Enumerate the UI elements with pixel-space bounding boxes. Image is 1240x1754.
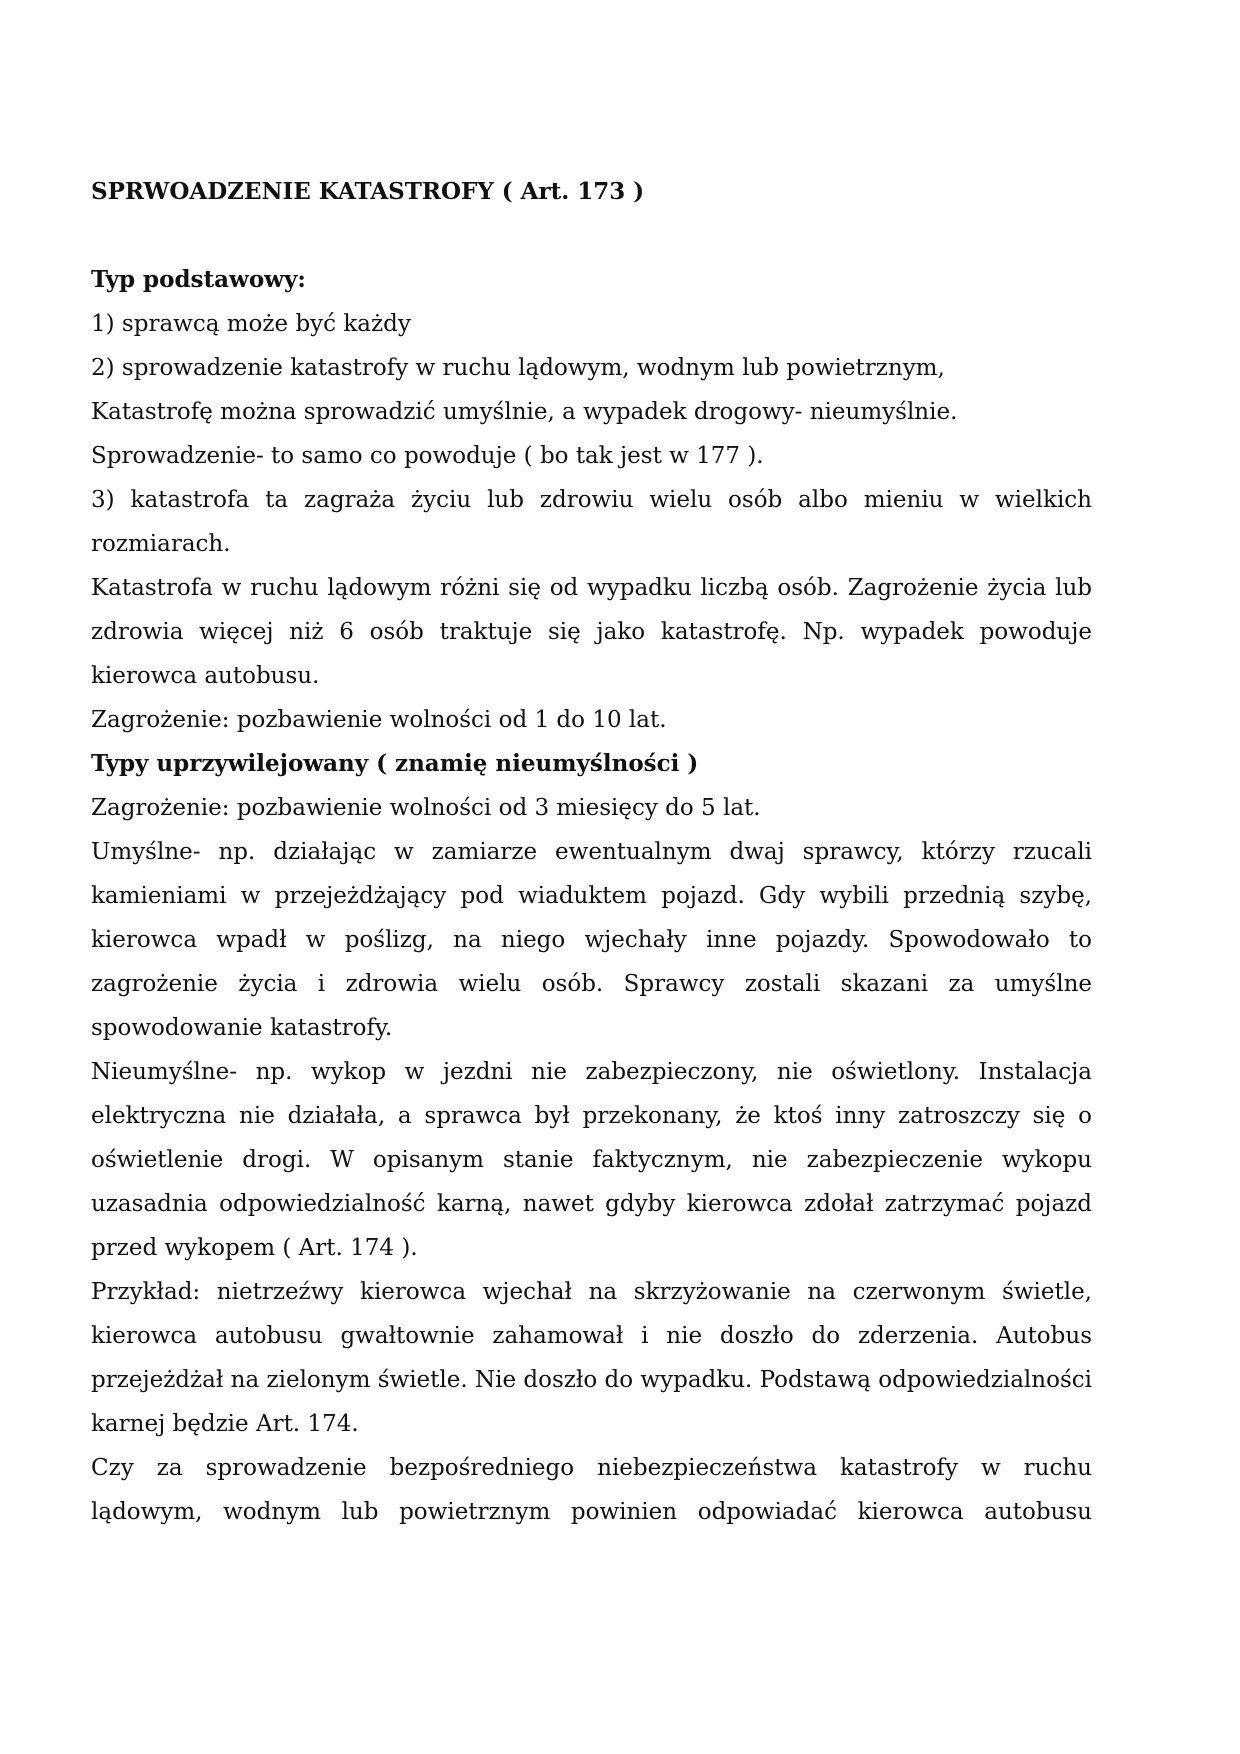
document-title: SPRWOADZENIE KATASTROFY ( Art. 173 ) xyxy=(91,178,645,205)
paragraph-12: Czy za sprowadzenie bezpośredniego niebezpieczeństwa katastrofy w ruchu lądowym, wodnym lub powietrznym powinien odpowiadać kierowca autobusu xyxy=(91,1455,1092,1525)
paragraph-3: Katastrofę można sprowadzić umyślnie, a wypadek drogowy- nieumyślnie. xyxy=(91,399,958,425)
paragraph-8: Zagrożenie: pozbawienie wolności od 3 miesięcy do 5 lat. xyxy=(91,795,761,821)
paragraph-6: Katastrofa w ruchu lądowym różni się od wypadku liczbą osób. Zagrożenie życia lub zdrowia więcej niż 6 osób traktuje się jako katastrofę. Np. wypadek powoduje kierowca autobusu. xyxy=(91,575,1092,689)
paragraph-11: Przykład: nietrzeźwy kierowca wjechał na skrzyżowanie na czerwonym świetle, kierowca autobusu gwałtownie zahamował i nie doszło do zderzenia. Autobus przejeżdżał na zielonym świetle. Nie doszło do wypadku. Podstawą odpowiedzialności karnej będzie Art. 174. xyxy=(91,1279,1092,1437)
paragraph-5: 3) katastrofa ta zagraża życiu lub zdrowiu wielu osób albo mieniu w wielkich rozmiarach. xyxy=(91,487,1092,557)
paragraph-10: Nieumyślne- np. wykop w jezdni nie zabezpieczony, nie oświetlony. Instalacja elektryczna nie działała, a sprawca był przekonany, że ktoś inny zatroszczy się o oświetlenie drogi. W opisanym stanie faktycznym, nie zabezpieczenie wykopu uzasadnia odpowiedzialność karną, nawet gdyby kierowca zdołał zatrzymać pojazd przed wykopem ( Art. 174 ). xyxy=(91,1059,1092,1261)
section-heading-privileged-type: Typy uprzywilejowany ( znamię nieumyślności ) xyxy=(91,750,699,777)
section-heading-basic-type: Typ podstawowy: xyxy=(91,266,306,293)
spacer xyxy=(91,214,1092,258)
paragraph-4: Sprowadzenie- to samo co powoduje ( bo tak jest w 177 ). xyxy=(91,443,764,469)
paragraph-2: 2) sprowadzenie katastrofy w ruchu lądowym, wodnym lub powietrznym, xyxy=(91,355,945,381)
paragraph-1: 1) sprawcą może być każdy xyxy=(91,311,411,337)
paragraph-7: Zagrożenie: pozbawienie wolności od 1 do 10 lat. xyxy=(91,707,667,733)
paragraph-9: Umyślne- np. działając w zamiarze ewentualnym dwaj sprawcy, którzy rzucali kamieniami w przejeżdżający pod wiaduktem pojazd. Gdy wybili przednią szybę, kierowca wpadł w poślizg, na niego wjechały inne pojazdy. Spowodowało to zagrożenie życia i zdrowia wielu osób. Sprawcy zostali skazani za umyślne spowodowanie katastrofy. xyxy=(91,839,1092,1041)
document-page xyxy=(91,170,1092,1534)
